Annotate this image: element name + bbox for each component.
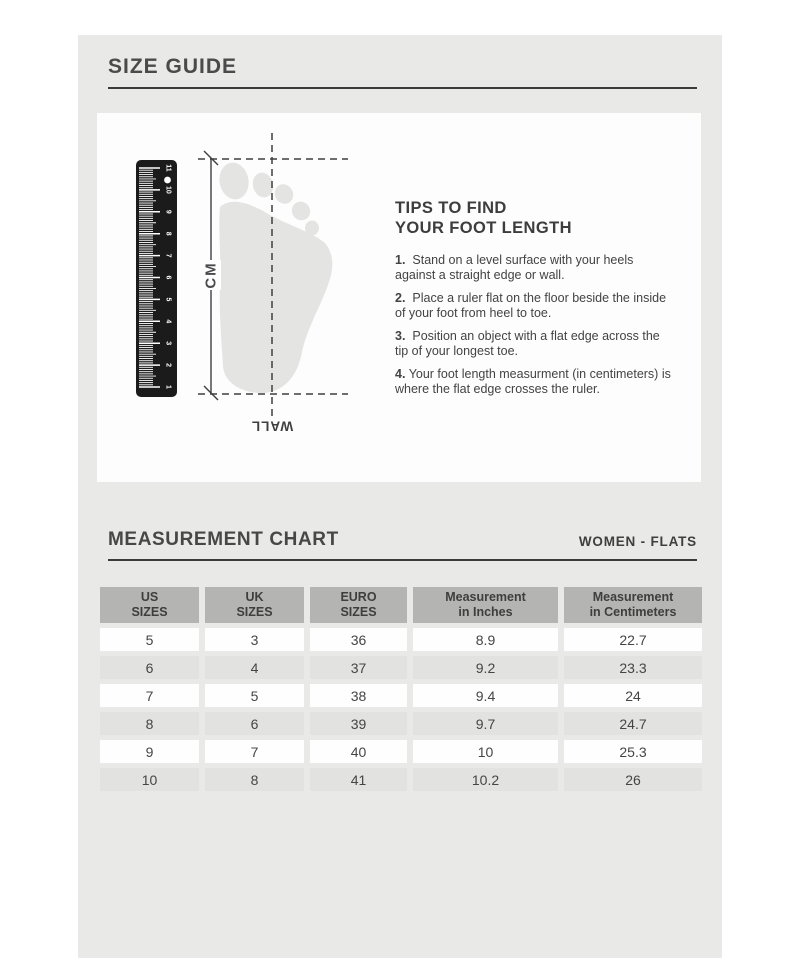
table-cell: 41 <box>310 768 407 791</box>
tips-section <box>395 198 673 405</box>
wall-label: WALL <box>250 418 294 434</box>
table-header-cell: UK SIZES <box>205 587 304 623</box>
table-cell: 23.3 <box>564 656 702 679</box>
tip-item-1: 1. Stand on a level surface with your heels against a straight edge or wall. <box>395 253 634 282</box>
table-cell: 40 <box>310 740 407 763</box>
tips-heading-line2: YOUR FOOT LENGTH <box>395 219 572 237</box>
measurement-illustration-box <box>97 113 701 482</box>
table-cell: 9.4 <box>413 684 558 707</box>
chart-category-label: WOMEN - FLATS <box>578 534 697 549</box>
svg-text:2: 2 <box>164 363 172 368</box>
table-cell: 6 <box>100 656 199 679</box>
table-cell: 25.3 <box>564 740 702 763</box>
tip-item-2: 2. Place a ruler flat on the floor beside the inside of your foot from heel to toe. <box>395 291 667 320</box>
table-cell: 10.2 <box>413 768 558 791</box>
table-header-cell: US SIZES <box>100 587 199 623</box>
table-cell: 4 <box>205 656 304 679</box>
tip-item-4: 4. Your foot length measurment (in centimeters) is where the flat edge crosses the ruler. <box>395 367 671 396</box>
table-cell: 6 <box>205 712 304 735</box>
ruler-hole-icon <box>164 177 171 184</box>
table-cell: 9 <box>100 740 199 763</box>
svg-text:5: 5 <box>164 297 172 302</box>
table-cell: 5 <box>100 628 199 651</box>
svg-text:8: 8 <box>164 231 172 236</box>
size-guide-panel <box>78 35 722 958</box>
table-cell: 24 <box>564 684 702 707</box>
table-cell: 26 <box>564 768 702 791</box>
table-cell: 8.9 <box>413 628 558 651</box>
title-divider <box>108 87 697 89</box>
svg-text:10: 10 <box>164 186 172 194</box>
svg-text:4: 4 <box>164 319 172 324</box>
table-cell: 8 <box>100 712 199 735</box>
tip-item-3: 3. Position an object with a flat edge across the tip of your longest toe. <box>395 329 660 358</box>
table-cell: 39 <box>310 712 407 735</box>
page-title: SIZE GUIDE <box>108 55 238 78</box>
table-header-cell: Measurement in Centimeters <box>564 587 702 623</box>
svg-text:9: 9 <box>164 209 172 214</box>
table-cell: 36 <box>310 628 407 651</box>
table-header-cell: EURO SIZES <box>310 587 407 623</box>
table-cell: 8 <box>205 768 304 791</box>
foot-measurement-diagram <box>120 120 370 450</box>
table-header-cell: Measurement in Inches <box>413 587 558 623</box>
table-cell: 3 <box>205 628 304 651</box>
table-cell: 7 <box>205 740 304 763</box>
table-cell: 9.2 <box>413 656 558 679</box>
svg-text:6: 6 <box>164 275 172 280</box>
tips-heading <box>395 198 673 238</box>
cm-label: CM <box>202 261 220 289</box>
svg-text:3: 3 <box>164 341 172 346</box>
foot-outline <box>217 160 333 393</box>
table-cell: 22.7 <box>564 628 702 651</box>
table-cell: 10 <box>100 768 199 791</box>
tips-heading-line1: TIPS TO FIND <box>395 199 507 217</box>
svg-text:7: 7 <box>164 253 172 258</box>
table-cell: 10 <box>413 740 558 763</box>
svg-text:1: 1 <box>164 385 172 389</box>
table-cell: 9.7 <box>413 712 558 735</box>
table-cell: 7 <box>100 684 199 707</box>
table-cell: 37 <box>310 656 407 679</box>
size-table <box>100 587 702 791</box>
chart-title: MEASUREMENT CHART <box>108 529 339 550</box>
measurement-chart-header <box>108 529 697 551</box>
chart-divider <box>108 559 697 561</box>
table-cell: 5 <box>205 684 304 707</box>
table-cell: 24.7 <box>564 712 702 735</box>
svg-text:11: 11 <box>164 164 172 172</box>
table-cell: 38 <box>310 684 407 707</box>
